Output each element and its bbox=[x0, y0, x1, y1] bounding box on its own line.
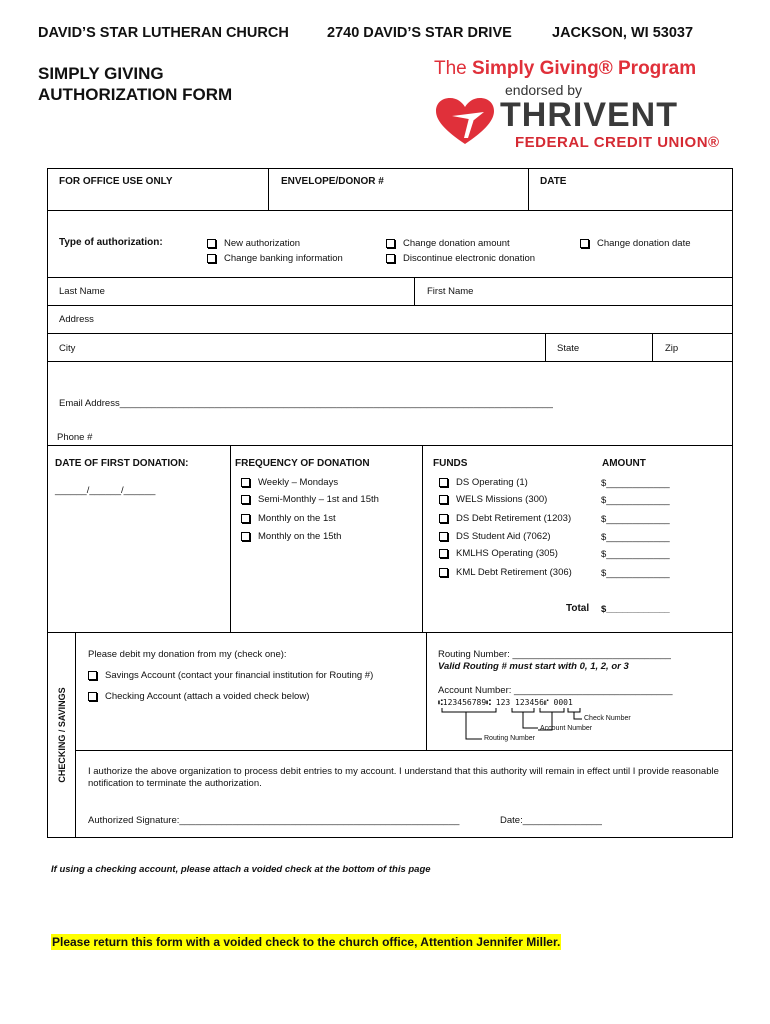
checkbox-icon[interactable] bbox=[386, 254, 395, 263]
checkbox-icon[interactable] bbox=[241, 478, 250, 487]
amount-field[interactable]: $____________ bbox=[601, 495, 670, 506]
checkbox-icon[interactable] bbox=[88, 692, 97, 701]
divider bbox=[47, 632, 733, 633]
checkbox-icon[interactable] bbox=[580, 239, 589, 248]
checkbox-icon[interactable] bbox=[241, 532, 250, 541]
checkbox-icon[interactable] bbox=[207, 254, 216, 263]
state-field[interactable]: State bbox=[557, 343, 580, 354]
auth-amount-checkbox[interactable] bbox=[386, 238, 510, 249]
auth-discontinue-checkbox[interactable] bbox=[386, 253, 535, 264]
auth-option-label: Change banking information bbox=[224, 253, 343, 264]
amount-field[interactable]: $____________ bbox=[601, 532, 670, 543]
micr-line: ⑆123456789⑆ 123 123456⑈ 0001 bbox=[438, 698, 573, 707]
checkbox-icon[interactable] bbox=[439, 495, 448, 504]
divider bbox=[75, 632, 76, 838]
checkbox-icon[interactable] bbox=[241, 514, 250, 523]
checkbox-icon[interactable] bbox=[439, 532, 448, 541]
zip-field[interactable]: Zip bbox=[665, 343, 679, 354]
checking-savings-side-label: CHECKING / SAVINGS bbox=[57, 687, 67, 783]
auth-option-label: Discontinue electronic donation bbox=[403, 253, 536, 264]
logo-the: The bbox=[434, 58, 473, 79]
fund-checkbox[interactable] bbox=[439, 531, 551, 542]
check-diagram bbox=[440, 706, 630, 746]
auth-option-label: Change donation amount bbox=[403, 238, 510, 249]
amount-field[interactable]: $____________ bbox=[601, 549, 670, 560]
fund-label: KML Debt Retirement (306) bbox=[456, 567, 572, 578]
routing-note: Valid Routing # must start with 0, 1, 2, or 3 bbox=[438, 661, 629, 672]
checkbox-icon[interactable] bbox=[439, 549, 448, 558]
checkbox-icon[interactable] bbox=[207, 239, 216, 248]
freq-label: Semi-Monthly – 1st and 15th bbox=[258, 494, 379, 505]
fund-label: KMLHS Operating (305) bbox=[456, 548, 558, 559]
debit-text: Please debit my donation from my (check one): bbox=[88, 649, 287, 660]
amount-field[interactable]: $____________ bbox=[601, 568, 670, 579]
checkbox-icon[interactable] bbox=[241, 495, 250, 504]
church-street: 2740 DAVID’S STAR DRIVE bbox=[327, 25, 512, 41]
logo-program: Simply Giving® Program bbox=[472, 58, 697, 79]
total-label: Total bbox=[566, 603, 590, 614]
city-field[interactable]: City bbox=[59, 343, 76, 354]
first-name-field[interactable]: First Name bbox=[427, 286, 474, 297]
office-use-label: FOR OFFICE USE ONLY bbox=[59, 176, 173, 187]
checkbox-icon[interactable] bbox=[386, 239, 395, 248]
signature-field[interactable]: Authorized Signature:_____________________________________________________ bbox=[88, 815, 460, 826]
amount-label: AMOUNT bbox=[602, 458, 646, 469]
auth-option-label: New authorization bbox=[224, 238, 301, 249]
thrivent-heart-icon bbox=[434, 98, 496, 146]
divider bbox=[230, 445, 231, 632]
divider bbox=[47, 445, 733, 446]
first-donation-label: DATE OF FIRST DONATION: bbox=[55, 458, 189, 469]
form-title bbox=[38, 63, 232, 105]
auth-new-checkbox[interactable] bbox=[207, 238, 300, 249]
divider bbox=[545, 333, 546, 361]
logo-sub: FEDERAL CREDIT UNION® bbox=[515, 134, 720, 151]
divider bbox=[75, 750, 733, 751]
office-row bbox=[47, 168, 733, 211]
title-line1: SIMPLY GIVING bbox=[38, 64, 164, 83]
signature-date-field[interactable]: Date:_______________ bbox=[500, 815, 602, 826]
divider bbox=[422, 445, 423, 632]
freq-label: Monthly on the 1st bbox=[258, 513, 336, 524]
routing-number-label: Routing Number bbox=[484, 735, 535, 742]
church-name: DAVID’S STAR LUTHERAN CHURCH bbox=[38, 25, 289, 41]
amount-field[interactable]: $____________ bbox=[601, 514, 670, 525]
auth-date-checkbox[interactable] bbox=[580, 238, 691, 249]
checking-label: Checking Account (attach a voided check below) bbox=[105, 691, 310, 702]
fund-checkbox[interactable] bbox=[439, 548, 558, 559]
savings-label: Savings Account (contact your financial institution for Routing #) bbox=[105, 670, 374, 681]
checkbox-icon[interactable] bbox=[88, 671, 97, 680]
divider bbox=[414, 277, 415, 305]
account-field[interactable]: Account Number: ______________________________ bbox=[438, 685, 673, 696]
fund-label: DS Operating (1) bbox=[456, 477, 528, 488]
email-field[interactable]: Email Address__________________________________________________________________________________ bbox=[59, 398, 553, 409]
divider bbox=[47, 305, 733, 306]
auth-banking-checkbox[interactable] bbox=[207, 253, 343, 264]
savings-checkbox[interactable] bbox=[88, 670, 373, 681]
simply-giving-logo bbox=[434, 58, 696, 80]
logo-endorsed: endorsed by bbox=[505, 82, 583, 98]
fund-label: WELS Missions (300) bbox=[456, 494, 548, 505]
last-name-field[interactable]: Last Name bbox=[59, 286, 105, 297]
fund-checkbox[interactable] bbox=[439, 567, 572, 578]
divider bbox=[47, 333, 733, 334]
auth-type-label: Type of authorization: bbox=[59, 237, 163, 248]
divider bbox=[652, 333, 653, 361]
checkbox-icon[interactable] bbox=[439, 514, 448, 523]
fund-checkbox[interactable] bbox=[439, 477, 528, 488]
account-number-label: Account Number bbox=[540, 725, 593, 732]
return-instructions: Please return this form with a voided check to the church office, Attention Jennifer Miller. bbox=[52, 935, 561, 949]
fund-checkbox[interactable] bbox=[439, 513, 571, 524]
title-line2: AUTHORIZATION FORM bbox=[38, 85, 233, 104]
church-city: JACKSON, WI 53037 bbox=[552, 25, 694, 41]
total-field[interactable]: $____________ bbox=[601, 604, 670, 615]
checking-note: If using a checking account, please attach a voided check at the bottom of this page bbox=[51, 864, 431, 875]
fund-label: DS Student Aid (7062) bbox=[456, 531, 551, 542]
logo-brand: THRIVENT bbox=[500, 96, 678, 134]
divider bbox=[268, 168, 269, 211]
freq-semimonthly-checkbox[interactable] bbox=[241, 494, 379, 505]
checkbox-icon[interactable] bbox=[439, 568, 448, 577]
freq-label: Monthly on the 15th bbox=[258, 531, 342, 542]
address-field[interactable]: Address bbox=[59, 314, 94, 325]
freq-label: Weekly – Mondays bbox=[258, 477, 339, 488]
phone-field[interactable]: Phone # bbox=[57, 432, 93, 443]
date-label: DATE bbox=[540, 176, 567, 187]
envelope-label: ENVELOPE/DONOR # bbox=[281, 176, 384, 187]
freq-monthly1-checkbox[interactable] bbox=[241, 513, 336, 524]
checkbox-icon[interactable] bbox=[439, 478, 448, 487]
divider bbox=[47, 361, 733, 362]
amount-field[interactable]: $____________ bbox=[601, 478, 670, 489]
check-number-label: Check Number bbox=[584, 715, 631, 722]
fund-label: DS Debt Retirement (1203) bbox=[456, 513, 572, 524]
first-donation-date[interactable]: ______/______/______ bbox=[55, 485, 156, 496]
auth-option-label: Change donation date bbox=[597, 238, 691, 249]
divider bbox=[426, 632, 427, 750]
funds-label: FUNDS bbox=[433, 458, 468, 469]
authorization-text: I authorize the above organization to process debit entries to my account. I understand that this authority will remain in effect until I provide reasonable notification to terminate the authorization. bbox=[88, 766, 719, 789]
freq-weekly-checkbox[interactable] bbox=[241, 477, 338, 488]
freq-monthly15-checkbox[interactable] bbox=[241, 531, 341, 542]
divider bbox=[528, 168, 529, 211]
frequency-label: FREQUENCY OF DONATION bbox=[235, 458, 370, 469]
fund-checkbox[interactable] bbox=[439, 494, 547, 505]
routing-field[interactable]: Routing Number: ______________________________ bbox=[438, 649, 671, 660]
checking-checkbox[interactable] bbox=[88, 691, 309, 702]
divider bbox=[47, 277, 733, 278]
